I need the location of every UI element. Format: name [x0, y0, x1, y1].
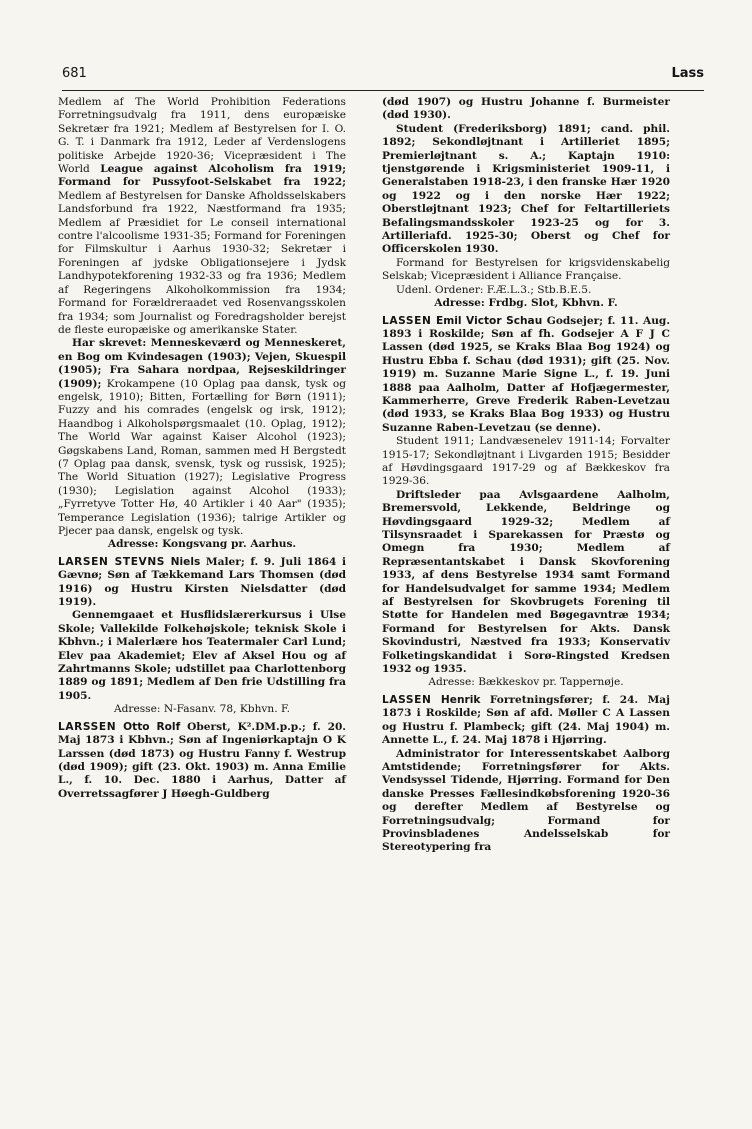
left-column: [58, 96, 346, 801]
entry-roles: Formand for Bestyrelsen for krigsvidenskabelig Selskab; Vicepræsident i Alliance Française.: [382, 256, 670, 283]
works-list: Krokampene (10 Oplag paa dansk, tysk og engelsk, 1910); Bitten, Fortælling for Børn (1911); Fuzzy and his comrades (engelsk og irsk, 1912); Haandbog i Alkoholspørgsmaalet (10. Oplag, 1912); The World War against Kaiser Alcohol (1923); Gøgskabens Land, Roman, sammen med H Bergstedt (7 Oplag paa dansk, svensk, tysk og russisk, 1925); The World Situation (1927); Legislative Progress (1930); Legislation against Alcohol (1933); „Fyrretyve Totter Hø, 40 Artikler i 40 Aar" (1935); Temperance Legislation (1936); talrige Artikler og Pjecer paa dansk, engelsk og tysk.: [58, 377, 346, 537]
entry-lassen-emil: [382, 315, 670, 436]
entry-education: Student 1911; Landvæsenelev 1911-14; Forvalter 1915-17; Sekondløjtnant i Livgarden 1915; Besidder af Høvdingsgaard 1917-29 og af Bækkeskov fra 1929-36.: [382, 435, 670, 488]
entry-career: Gennemgaaet et Husflidslærerkursus i Ulse Skole; Vallekilde Folkehøjskole; teknisk Skole i Kbhvn.; i Malerlære hos Teatermaler Carl Lund; Elev paa Akademiet; Elev af Aksel Hou og af Zahrtmanns Skole; udstillet paa Charlottenborg 1889 og 1891; Medlem af Den frie Udstilling fra 1905.: [58, 609, 346, 702]
entry-intro: Forretningsfører; f. 24. Maj 1873 i Roskilde; Søn af afd. Møller C A Lassen og Hustru f. Plambeck; gift (24. Maj 1904) m. Annette L., f. 24. Maj 1878 i Hjørring.: [382, 693, 671, 747]
page-number: 681: [62, 66, 87, 81]
entry-lassen-henrik: [382, 694, 670, 748]
entry-intro: Maler; f. 9. Juli 1864 i Gævnø; Søn af Tækkemand Lars Thomsen (død 1916) og Hustru Kirsten Nielsdatter (død 1919).: [58, 555, 346, 609]
page-header: [62, 66, 704, 86]
running-head: Lass: [671, 66, 704, 81]
entry-roles: Driftsleder paa Avlsgaardene Aalholm, Bremersvold, Lekkende, Beldringe og Høvdingsgaard 1929-32; Medlem af Tilsynsraadet i Sparekassen for Præstø og Omegn fra 1930; Medlem af Repræsentantskabet i Dansk Skovforening 1933, af dens Bestyrelse 1934 samt Formand for Handelsudvalget for samme 1934; Medlem af Bestyrelsen for Skovbrugets Forening til Støtte for Handelen med Bøgegavntræ 1934; Formand for Bestyrelsen for Akts. Dansk Skovindustri, Næstved fra 1933; Konservativ Folketingskandidat i Sorø-Ringsted Kredsen 1932 og 1935.: [382, 488, 670, 676]
entry-career: Student (Frederiksborg) 1891; cand. phil. 1892; Sekondløjtnant i Artilleriet 1895; Premierløjtnant s. A.; Kaptajn 1910: tjenstgørende i Krigsministeriet 1909-11, i Generalstaben 1918-23, i den franske Hær 1920 og 1922 og i den norske Hær 1922; Oberstløjtnant 1923; Chef for Feltartilleriets Befalingsmandsskoler 1923-25 og for 3. Artilleriafd. 1925-30; Oberst og Chef for Officerskolen 1930.: [382, 122, 670, 256]
address-line: Adresse: Frdbg. Slot, Kbhvn. F.: [434, 297, 618, 310]
text-run: Medlem af The World Prohibition Federations Forretningsudvalg fra 1911, dens europæiske Sekretær fra 1921; Medlem af Bestyrelsen for I. O. G. T. i Danmark fra 1912, Leder af Verdenslogens politiske Arbejde 1920-36; Vicepræsident i The World: [58, 96, 346, 176]
text-run: Medlem af Bestyrelsen for Danske Afholdsselskabers Landsforbund fra 1922, Næstformand fra 1935; Medlem af Præsidiet for Le conseil international contre l'alcoolisme 1931-35; Formand for Foreningen for Filmskultur i Aarhus 1930-32; Sekretær i Foreningen af jydske Obligationsejere i Jydsk Landhypotekforening 1932-33 og fra 1936; Medlem af Regeringens Alkoholkommission fra 1934; Formand for Forældreraadet ved Rosenvangsskolen fra 1934; som Journalist og Foredragsholder berejst de fleste europæiske og amerikanske Stater.: [58, 189, 346, 336]
text-run-bold: League against Alcoholism fra 1919; Formand for Pussyfoot-Selskabet fra 1922;: [58, 163, 346, 189]
works-bold: Menneskeværd og Menneskeret, en Bog om Kvindesagen (1903); Vejen, Skuespil (1905); Fra Sahara nordpaa, Rejseskildringer (1909);: [58, 337, 346, 390]
entry-surname: LARSSEN: [58, 720, 117, 733]
entry-continuation: [58, 96, 346, 337]
entry-larssen: [58, 721, 346, 801]
entry-continuation: (død 1907) og Hustru Johanne f. Burmeister (død 1930).: [382, 96, 670, 122]
entry-surname: LASSEN: [382, 314, 432, 327]
entry-surname: LASSEN: [382, 693, 432, 706]
entry-intro: Godsejer; f. 11. Aug. 1893 i Roskilde; Søn af fh. Godsejer A F J C Lassen (død 1925, se Kraks Blaa Bog 1924) og Hustru Ebba f. Schau (død 1931); gift (25. Nov. 1919) m. Suzanne Marie Signe L., f. 19. Juni 1888 paa Aalholm, Datter af Hofjægermester, Kammerherre, Greve Frederik Raben-Levetzau (død 1933, se Kraks Blaa Bog 1933) og Hustru Suzanne Raben-Levetzau (se denne).: [382, 314, 671, 434]
address-line: Adresse: Bækkeskov pr. Tappernøje.: [428, 676, 624, 689]
entry-intro: Oberst, K².DM.p.p.; f. 20. Maj 1873 i Kbhvn.; Søn af Ingeniørkaptajn O K Larssen (død 1873) og Hustru Fanny f. Westrup (død 1909); gift (23. Okt. 1903) m. Anna Emilie L., f. 10. Dec. 1880 i Aarhus, Datter af Overretssagfører J Høegh-Guldberg: [58, 720, 347, 800]
address-line: Adresse: Kongsvang pr. Aarhus.: [107, 538, 297, 551]
header-rule: [62, 90, 704, 91]
works-label: Har skrevet:: [72, 337, 147, 350]
entry-orders: Udenl. Ordener: F.Æ.L.3.; Stb.B.E.5.: [396, 283, 592, 296]
entry-given-name: Emil Victor Schau: [431, 314, 543, 327]
entry-surname: LARSEN STEVNS: [58, 555, 166, 568]
right-column: [382, 96, 670, 855]
works-paragraph: [58, 337, 346, 538]
entry-given-name: Otto Rolf: [116, 720, 181, 733]
entry-given-name: Niels: [165, 555, 201, 568]
entry-roles: Administrator for Interessentskabet Aalborg Amtstidende; Forretningsfører for Akts. Vendsyssel Tidende, Hjørring. Formand for Den danske Presses Fællesindkøbsforening 1920-36 og derefter Medlem af Bestyrelse og Forretningsudvalg; Formand for Provinsbladenes Andelsselskab for Stereotypering fra: [382, 747, 670, 854]
entry-larsen-stevns: [58, 556, 346, 610]
address-line: Adresse: N-Fasanv. 78, Kbhvn. F.: [113, 703, 291, 716]
entry-given-name: Henrik: [431, 693, 481, 706]
